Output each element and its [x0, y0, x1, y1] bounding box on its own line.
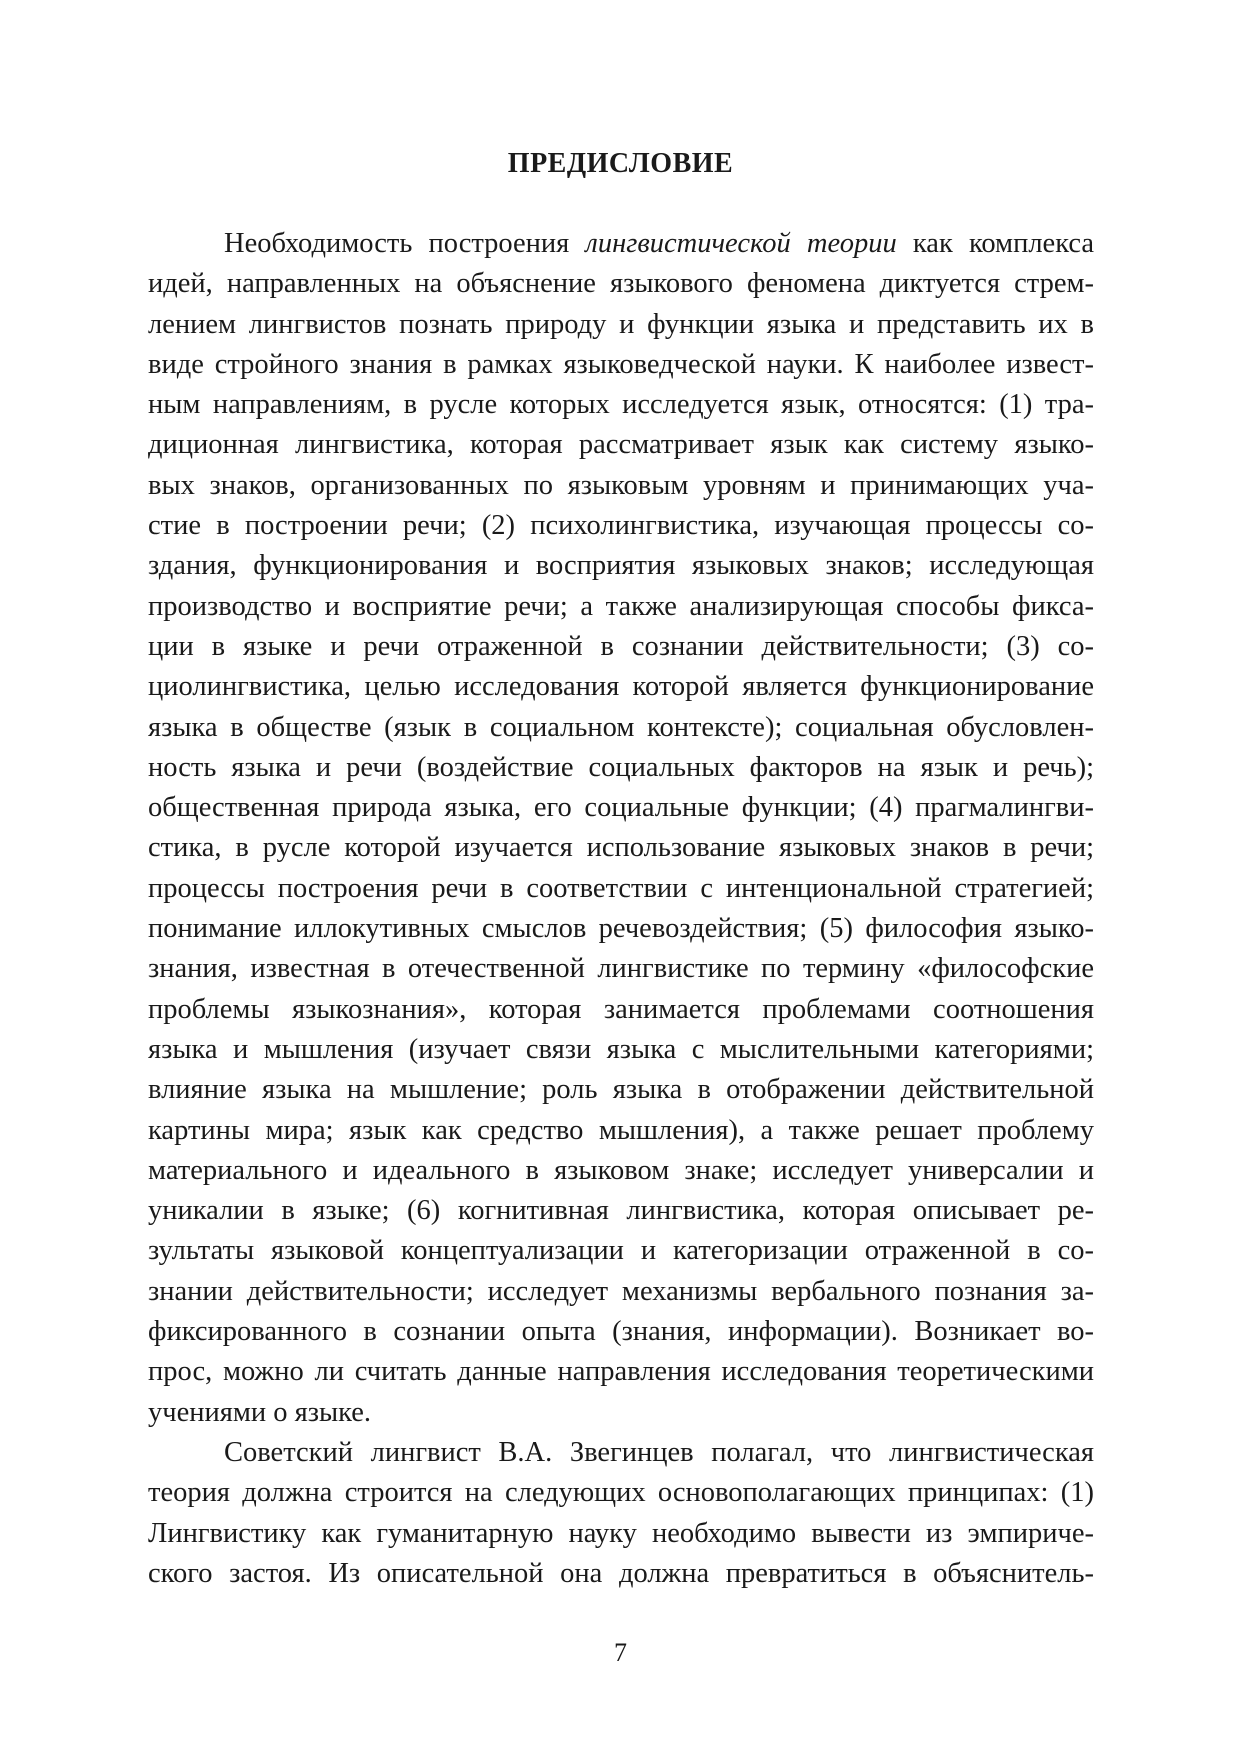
text-line: влияние языка на мышление; роль языка в отображении действительной	[148, 1074, 1094, 1106]
text-line: ность языка и речи (воздействие социальных факторов на язык и речь);	[148, 751, 1094, 783]
text-line: диционная лингвистика, которая рассматривает язык как систему языко-	[148, 429, 1094, 461]
text-line: фиксированного в сознании опыта (знания, информации). Возникает во-	[148, 1316, 1094, 1348]
italic-term: лингвистической теории	[585, 228, 897, 259]
paragraph-2	[148, 1433, 1094, 1594]
text-line: зультаты языковой концептуализации и категоризации отраженной в со-	[148, 1235, 1094, 1267]
text-line: ции в языке и речи отраженной в сознании действительности; (3) со-	[148, 630, 1094, 662]
text-line: понимание иллокутивных смыслов речевоздействия; (5) философия языко-	[148, 913, 1094, 945]
text-line: Лингвистику как гуманитарную науку необходимо вывести из эмпириче-	[148, 1517, 1094, 1549]
text-line: ского застоя. Из описательной она должна превратиться в объяснитель-	[148, 1557, 1094, 1589]
text-line: картины мира; язык как средство мышления), а также решает проблему	[148, 1114, 1094, 1146]
text-segment: Необходимость построения	[224, 228, 586, 259]
text-line: знания, известная в отечественной лингвистике по термину «философские	[148, 953, 1094, 985]
text-line	[148, 224, 1094, 264]
text-line: идей, направленных на объяснение языкового феномена диктуется стрем-	[148, 268, 1094, 300]
text-line: виде стройного знания в рамках языковедческой науки. К наиболее извест-	[148, 348, 1094, 380]
page-title: ПРЕДИСЛОВИЕ	[507, 148, 734, 179]
text-line: прос, можно ли считать данные направления исследования теоретическими	[148, 1356, 1094, 1388]
paragraph-1	[148, 224, 1094, 1433]
text-line: языка и мышления (изучает связи языка с мыслительными категориями;	[148, 1033, 1094, 1065]
text-segment: как комплекса	[896, 228, 1094, 259]
text-line: уникалии в языке; (6) когнитивная лингвистика, которая описывает ре-	[148, 1195, 1094, 1227]
body-text	[148, 224, 1094, 1594]
text-line: ным направлениям, в русле которых исследуется язык, относятся: (1) тра-	[148, 389, 1094, 421]
text-line: Советский лингвист В.А. Звегинцев полагал, что лингвистическая	[224, 1436, 1094, 1468]
text-line: теория должна строится на следующих основополагающих принципах: (1)	[148, 1477, 1094, 1509]
text-line: проблемы языкознания», которая занимается проблемами соотношения	[148, 993, 1094, 1025]
text-line: циолингвистика, целью исследования которой является функционирование	[148, 671, 1094, 703]
text-line: учениями о языке.	[148, 1396, 372, 1428]
text-line: лением лингвистов познать природу и функции языка и представить их в	[148, 308, 1094, 340]
text-line: знании действительности; исследует механизмы вербального познания за-	[148, 1275, 1094, 1307]
text-line: здания, функционирования и восприятия языковых знаков; исследующая	[148, 550, 1094, 582]
text-line: стика, в русле которой изучается использование языковых знаков в речи;	[148, 832, 1094, 864]
text-line: производство и восприятие речи; а также анализирующая способы фикса-	[148, 590, 1094, 622]
text-line: материального и идеального в языковом знаке; исследует универсалии и	[148, 1154, 1094, 1186]
text-line: общественная природа языка, его социальные функции; (4) прагмалингви-	[148, 792, 1094, 824]
text-line: языка в обществе (язык в социальном контексте); социальная обусловлен-	[148, 711, 1094, 743]
text-line: стие в построении речи; (2) психолингвистика, изучающая процессы со-	[148, 510, 1094, 542]
text-line: процессы построения речи в соответствии с интенциональной стратегией;	[148, 872, 1094, 904]
text-line: вых знаков, организованных по языковым уровням и принимающих уча-	[148, 469, 1094, 501]
page-number: 7	[614, 1638, 627, 1667]
